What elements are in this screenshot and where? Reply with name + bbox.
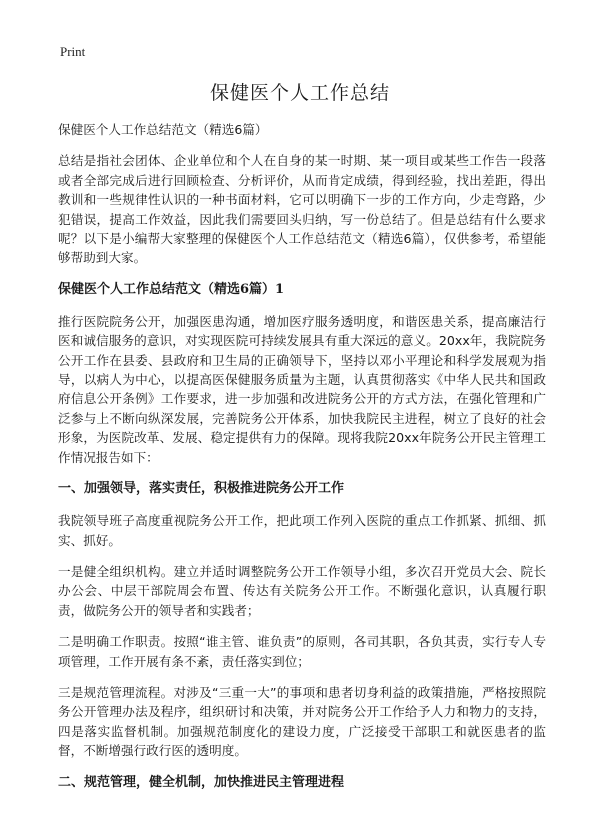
essay-heading: 保健医个人工作总结范文（精选6篇）1	[58, 281, 285, 297]
section-heading-1: 一、加强领导，落实责任，积极推进院务公开工作	[58, 481, 345, 497]
section1-paragraph-1: 我院领导班子高度重视院务公开工作，把此项工作列入医院的重点工作抓紧、抓细、抓实、抓好。	[58, 513, 546, 548]
document-body	[58, 120, 546, 805]
page-title: 保健医个人工作总结	[209, 82, 390, 104]
print-link[interactable]: Print	[60, 44, 86, 59]
subtitle: 保健医个人工作总结范文（精选6篇）	[58, 122, 268, 137]
section1-paragraph-4: 三是规范管理流程。对涉及“三重一大”的事项和患者切身利益的政策措施，严格按照院务公开管理办法及程序，组织研讨和决策，并对院务公开工作给予人力和物力的支持，四是落实监督机制。加强规范制度化的建设力度，广泛接受干部职工和就医患者的监督，不断增强行政行医的透明度。	[58, 684, 546, 759]
section1-paragraph-3: 二是明确工作职责。按照“谁主管、谁负责”的原则，各司其职，各负其责，实行专人专项管理，工作开展有条不紊，责任落实到位；	[58, 634, 546, 669]
section1-paragraph-2: 一是健全组织机构。建立并适时调整院务公开工作领导小组，多次召开党员大会、院长办公会、中层干部院周会布置、传达有关院务公开工作。不断强化意识，认真履行职责，做院务公开的领导者和实践者；	[58, 563, 546, 618]
intro-paragraph: 总结是指社会团体、企业单位和个人在自身的某一时期、某一项目或某些工作告一段落或者全部完成后进行回顾检查、分析评价，从而肯定成绩，得到经验，找出差距，得出教训和一些规律性认识的一种书面材料，它可以明确下一步的工作方向，少走弯路，少犯错误，提高工作效益，因此我们需要回头归纳，写一份总结了。但是总结有什么要求呢？以下是小编帮大家整理的保健医个人工作总结范文（精选6篇），仅供参考，希望能够帮助到大家。	[58, 153, 546, 266]
essay-intro-paragraph: 推行医院院务公开，加强医患沟通，增加医疗服务透明度，和谐医患关系，提高廉洁行医和诚信服务的意识，对实现医院可持续发展具有重大深远的意义。20xx年，我院院务公开工作在县委、县政府和卫生局的正确领导下，坚持以邓小平理论和科学发展观为指导，以病人为中心，以提高医保健服务质量为主题，认真贯彻落实《中华人民共和国政府信息公开条例》工作要求，进一步加强和改进院务公开的方式方法，在强化管理和广泛参与上不断向纵深发展，完善院务公开体系，加快我院民主进程，树立了良好的社会形象，为医院改革、发展、稳定提供有力的保障。现将我院20xx年院务公开民主管理工作情况报告如下：	[58, 313, 546, 465]
section-heading-2: 二、规范管理，健全机制，加快推进民主管理进程	[58, 774, 345, 790]
